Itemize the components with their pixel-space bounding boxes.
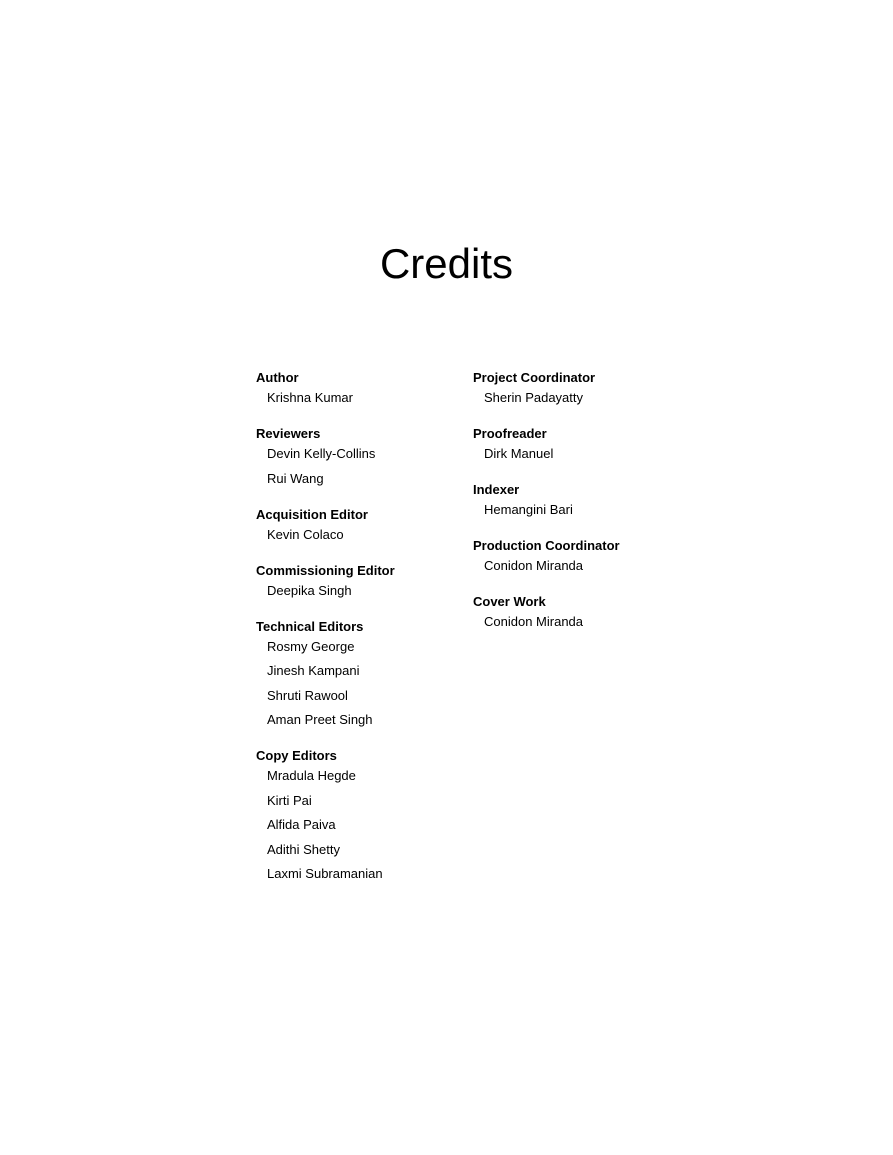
credit-section — [473, 594, 683, 630]
credit-section — [256, 426, 466, 487]
credit-role-heading: Project Coordinator — [473, 370, 596, 385]
credit-name: Alfida Paiva — [267, 817, 336, 832]
credit-name: Krishna Kumar — [267, 390, 353, 405]
credit-name: Hemangini Bari — [484, 502, 573, 517]
credit-name: Rosmy George — [267, 638, 355, 654]
credit-section — [473, 370, 683, 406]
credit-role-heading: Copy Editors — [256, 748, 337, 763]
credit-role-heading: Technical Editors — [256, 618, 364, 634]
credits-left-column — [256, 370, 466, 902]
credit-name-list — [473, 390, 683, 406]
credit-section — [256, 370, 466, 406]
credit-name-list — [256, 390, 466, 406]
credit-role-heading: Commissioning Editor — [256, 562, 395, 578]
credit-name: Shruti Rawool — [267, 687, 348, 703]
credit-name-list — [473, 502, 683, 518]
credit-role-heading: Acquisition Editor — [256, 506, 368, 522]
credit-role-heading: Production Coordinator — [473, 538, 620, 553]
credit-name: Kevin Colaco — [267, 526, 344, 542]
credit-name: Deepika Singh — [267, 582, 352, 598]
credit-role-heading: Author — [256, 370, 299, 385]
credit-section — [473, 482, 683, 518]
credit-role-heading: Cover Work — [473, 594, 546, 609]
credit-section — [256, 619, 466, 729]
credit-section — [256, 748, 466, 882]
credit-name: Sherin Padayatty — [484, 390, 584, 405]
credit-name: Devin Kelly-Collins — [267, 446, 376, 461]
credit-name-list — [473, 558, 683, 574]
credit-name-list — [256, 583, 466, 599]
credit-name-list — [256, 446, 466, 487]
credit-name: Dirk Manuel — [484, 446, 554, 461]
page-title: Credits — [379, 240, 514, 287]
credit-name: Adithi Shetty — [267, 841, 340, 857]
credits-right-column — [473, 370, 683, 650]
credit-section — [473, 426, 683, 462]
credit-name-list — [256, 527, 466, 543]
credit-name: Mradula Hegde — [267, 768, 356, 783]
credit-name: Conidon Miranda — [484, 614, 584, 629]
credit-role-heading: Proofreader — [473, 426, 547, 441]
credit-name-list — [256, 639, 466, 729]
credit-section — [256, 563, 466, 599]
credit-name: Conidon Miranda — [484, 558, 584, 573]
credit-section — [473, 538, 683, 574]
credit-name: Jinesh Kampani — [267, 663, 360, 678]
credit-name: Rui Wang — [267, 470, 324, 486]
credit-role-heading: Indexer — [473, 482, 520, 497]
credit-section — [256, 507, 466, 543]
credit-name: Kirti Pai — [267, 792, 312, 808]
credit-name-list — [473, 614, 683, 630]
credit-role-heading: Reviewers — [256, 426, 321, 441]
credit-name-list — [256, 768, 466, 882]
credit-name: Laxmi Subramanian — [267, 866, 383, 881]
credit-name-list — [473, 446, 683, 462]
credit-name: Aman Preet Singh — [267, 712, 373, 727]
